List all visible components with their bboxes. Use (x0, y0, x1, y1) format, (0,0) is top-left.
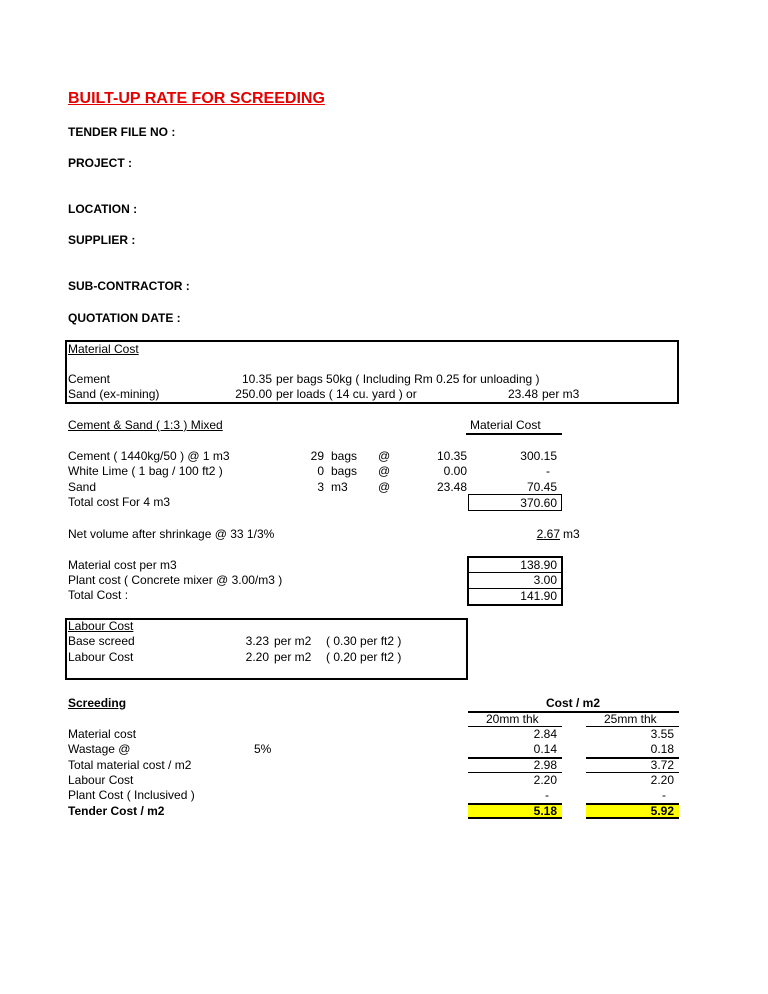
screed-row-total-material-v1: 2.98 (533, 758, 557, 772)
screed-row-plant-label: Plant Cost ( Inclusived ) (68, 788, 195, 802)
mix-row-cement-label: Cement ( 1440kg/50 ) @ 1 m3 (68, 449, 230, 463)
mix-row-sand-unit: m3 (331, 480, 348, 494)
mix-row-cement-unit: bags (331, 449, 358, 463)
material-cost-header-rule (466, 433, 562, 435)
screed-row-labour-v1: 2.20 (533, 773, 557, 787)
material-cost-per-m3-label: Material cost per m3 (68, 558, 177, 572)
screed-row-material-v2: 3.55 (650, 727, 674, 741)
screed-row-material-v1: 2.84 (533, 727, 557, 741)
labour-row-base-unit: per m2 (274, 634, 312, 648)
page-title: BUILT-UP RATE FOR SCREEDING (68, 90, 325, 107)
mix-row-cement-at: @ (378, 449, 391, 463)
screed-row-plant-v1: - (545, 788, 549, 802)
screed-row-total-material-v2: 3.72 (650, 758, 674, 772)
total-cost-label: Total Cost : (68, 588, 129, 602)
project-label: PROJECT : (68, 156, 133, 170)
mix-row-lime-qty: 0 (317, 464, 324, 478)
supplier-label: SUPPLIER : (68, 233, 136, 247)
plant-cost-value: 3.00 (533, 573, 557, 587)
location-label: LOCATION : (68, 202, 138, 216)
screed-row-wastage-v1: 0.14 (533, 742, 557, 756)
screeding-heading: Screeding (68, 696, 127, 710)
total-cost-value: 141.90 (520, 589, 557, 603)
sub-contractor-label: SUB-CONTRACTOR : (68, 279, 190, 293)
labour-row-base-note: ( 0.30 per ft2 ) (326, 634, 402, 648)
tender-cost-20mm-cell (468, 803, 562, 819)
mix-row-sand-amount: 70.45 (526, 480, 557, 494)
sand-rate: 250.00 (235, 387, 272, 401)
mix-row-sand-at: @ (378, 480, 391, 494)
mix-row-sand-qty: 3 (317, 480, 324, 494)
labour-heading: Labour Cost (68, 619, 134, 633)
mix-heading: Cement & Sand ( 1:3 ) Mixed (68, 418, 223, 432)
mix-row-cement-qty: 29 (310, 449, 324, 463)
mix-row-lime-at: @ (378, 464, 391, 478)
cement-label: Cement (68, 372, 111, 386)
mix-total-cell (468, 494, 562, 511)
labour-row-base-rate: 3.23 (245, 634, 269, 648)
mix-total-value: 370.60 (520, 496, 557, 510)
screed-row-wastage-label: Wastage @ (68, 742, 131, 756)
shrinkage-label: Net volume after shrinkage @ 33 1/3% (68, 527, 275, 541)
screed-row-plant-v2: - (662, 788, 666, 802)
col-25mm-header: 25mm thk (604, 712, 657, 726)
plant-cost-label: Plant cost ( Concrete mixer @ 3.00/m3 ) (68, 573, 283, 587)
cement-rate: 10.35 (241, 372, 272, 386)
mix-row-sand-rate: 23.48 (436, 480, 467, 494)
mix-row-sand-label: Sand (68, 480, 97, 494)
material-cost-heading: Material Cost (68, 342, 139, 356)
mix-row-lime-label: White Lime ( 1 bag / 100 ft2 ) (68, 464, 223, 478)
tender-file-no-label: TENDER FILE NO : (68, 125, 176, 139)
labour-row-labour-rate: 2.20 (245, 650, 269, 664)
screed-row-total-material-label: Total material cost / m2 (68, 758, 192, 772)
mix-row-lime-amount: - (546, 464, 550, 478)
material-cost-column-header: Material Cost (470, 418, 541, 432)
tender-cost-25mm-value: 5.92 (650, 804, 674, 818)
tender-cost-20mm-value: 5.18 (533, 804, 557, 818)
screed-row-labour-label: Labour Cost (68, 773, 134, 787)
labour-row-labour-note: ( 0.20 per ft2 ) (326, 650, 402, 664)
mix-row-lime-rate: 0.00 (443, 464, 467, 478)
sand-label: Sand (ex-mining) (68, 387, 160, 401)
tender-cost-label: Tender Cost / m2 (68, 804, 165, 818)
sand-per-m3: 23.48 (507, 387, 538, 401)
cement-desc: per bags 50kg ( Including Rm 0.25 for unloading ) (276, 372, 540, 386)
screed-row-labour-v2: 2.20 (650, 773, 674, 787)
material-cost-per-m3-value: 138.90 (520, 558, 557, 572)
cost-per-m2-header: Cost / m2 (546, 696, 601, 710)
col-20mm-header: 20mm thk (486, 712, 539, 726)
mix-total-label: Total cost For 4 m3 (68, 495, 171, 509)
screed-row-material-label: Material cost (68, 727, 137, 741)
screed-row-wastage-percent: 5% (254, 742, 272, 756)
sand-per-m3-unit: per m3 (542, 387, 580, 401)
labour-row-labour-label: Labour Cost (68, 650, 134, 664)
labour-row-labour-unit: per m2 (274, 650, 312, 664)
mix-row-cement-rate: 10.35 (436, 449, 467, 463)
shrinkage-unit: m3 (563, 527, 580, 541)
labour-row-base-label: Base screed (68, 634, 135, 648)
screed-row-wastage-v2: 0.18 (650, 742, 674, 756)
shrinkage-value: 2.67 (536, 527, 560, 541)
sand-desc: per loads ( 14 cu. yard ) or (276, 387, 417, 401)
quotation-date-label: QUOTATION DATE : (68, 311, 181, 325)
mix-row-lime-unit: bags (331, 464, 358, 478)
tender-cost-25mm-cell (586, 803, 679, 819)
mix-row-cement-amount: 300.15 (520, 449, 557, 463)
